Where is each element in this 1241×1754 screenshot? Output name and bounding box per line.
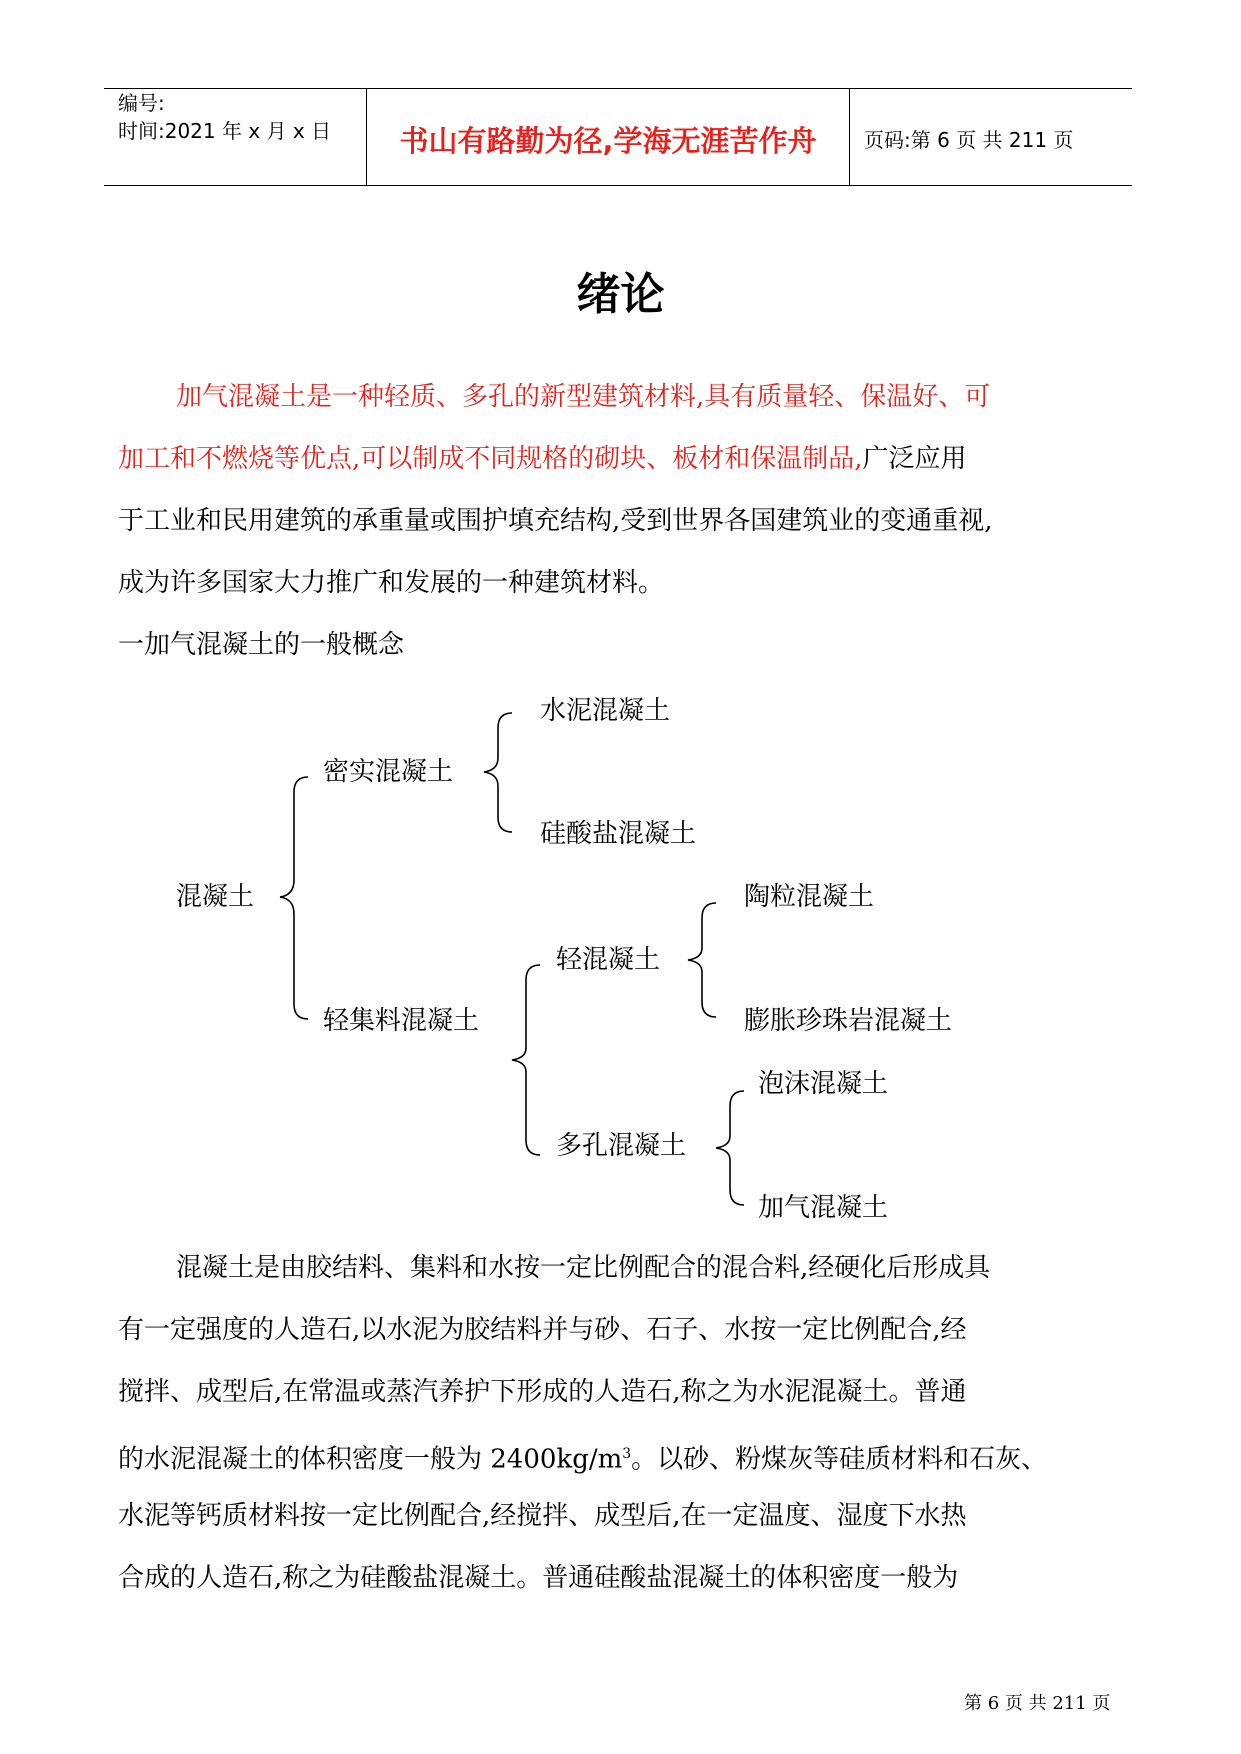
body-line-6: 合成的人造石,称之为硅酸盐混凝土。普通硅酸盐混凝土的体积密度一般为 [118, 1563, 959, 1593]
body-line-2: 有一定强度的人造石,以水泥为胶结料并与砂、石子、水按一定比例配合,经 [118, 1315, 967, 1345]
body-line-1: 混凝土是由胶结料、集料和水按一定比例配合的混合料,经硬化后形成具 [176, 1253, 991, 1283]
tree-cement: 水泥混凝土 [540, 696, 671, 726]
body-line-4-b: 。以砂、粉煤灰等硅质材料和石灰、 [631, 1444, 1048, 1475]
lwa-brace [512, 965, 540, 1155]
section-heading: 一加气混凝土的一般概念 [118, 630, 405, 660]
body-line-3: 搅拌、成型后,在常温或蒸汽养护下形成的人造石,称之为水泥混凝土。普通 [118, 1377, 967, 1407]
header-time: 时间:2021 年 x 月 x 日 [118, 119, 332, 143]
tree-perlite: 膨胀珍珠岩混凝土 [744, 1006, 953, 1036]
header-motto: 书山有路勤为径,学海无涯苦作舟 [399, 124, 817, 158]
tree-foam: 泡沫混凝土 [758, 1069, 889, 1099]
page-header [104, 88, 1132, 186]
intro-line-4: 成为许多国家大力推广和发展的一种建筑材料。 [118, 568, 665, 598]
header-motto-cell [367, 89, 850, 185]
intro-line-1: 加气混凝土是一种轻质、多孔的新型建筑材料,具有质量轻、保温好、可 [176, 382, 991, 412]
body-line-4-a: 的水泥混凝土的体积密度一般为 2400kg/m [118, 1444, 623, 1475]
tree-dense: 密实混凝土 [323, 757, 454, 787]
intro-line-2-black: 广泛应用 [862, 444, 967, 474]
body-line-4 [118, 1439, 1047, 1475]
intro-line-3: 于工业和民用建筑的承重量或围护填充结构,受到世界各国建筑业的变通重视, [118, 506, 993, 536]
dense-brace [484, 713, 512, 832]
tree-ceramsite: 陶粒混凝土 [744, 882, 875, 912]
light-brace [688, 903, 716, 1017]
body-line-4-sup: 3 [622, 1446, 632, 1462]
tree-porous: 多孔混凝土 [556, 1131, 687, 1161]
page-title: 绪论 [576, 269, 665, 320]
root-brace [280, 777, 308, 1019]
tree-silicate: 硅酸盐混凝土 [540, 819, 697, 849]
intro-line-2-red: 加工和不燃烧等优点,可以制成不同规格的砌块、板材和保温制品, [118, 444, 863, 474]
header-number: 编号: [118, 91, 165, 115]
page-footer: 第 6 页 共 211 页 [964, 1693, 1111, 1714]
intro-line-2 [118, 444, 967, 474]
tree-root: 混凝土 [176, 882, 255, 912]
tree-lightweight-aggregate: 轻集料混凝土 [323, 1006, 480, 1036]
header-page-cell [850, 89, 1132, 185]
header-meta-cell [104, 89, 367, 185]
tree-light: 轻混凝土 [556, 945, 661, 975]
header-page-number: 页码:第 6 页 共 211 页 [864, 128, 1074, 152]
porous-brace [716, 1091, 744, 1205]
tree-aerated: 加气混凝土 [758, 1193, 889, 1223]
body-line-5: 水泥等钙质材料按一定比例配合,经搅拌、成型后,在一定温度、湿度下水热 [118, 1501, 967, 1531]
